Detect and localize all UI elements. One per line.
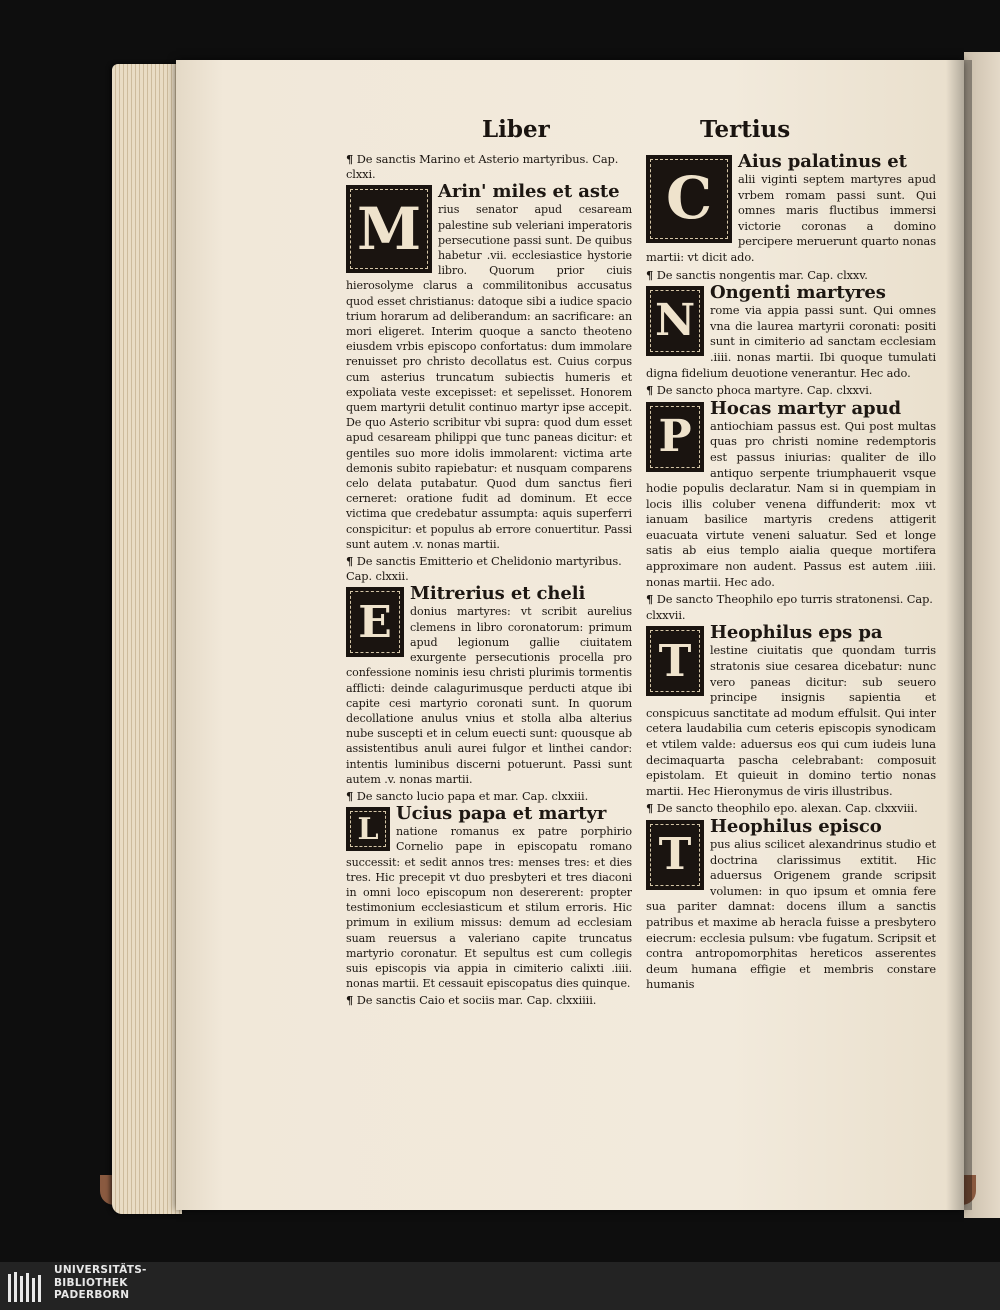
chapter-number: Cap. clxxvii. [646, 592, 933, 622]
chapter-entry [346, 152, 632, 552]
opening-words: Ongenti martyres [710, 282, 886, 304]
chapter-entry [346, 554, 632, 787]
body-text: donius martyres: vt scribit aurelius clemens in libro coronatorum: primum apud legionum gallie ciuitatem exurgente persecutionis procella pro confessione nominis iesu christi plurimis tormentis afflicti: deinde calagurimusque perducti atque ibi capite cesi martyrio coronati sunt. In quorum decollatione anulus vnius et stolla alba alterius nube suscepti et in celum euecti sunt: quousque ab assistentibus anuli aurei fulgor et linthei candor: intentis luminibus discerni potuerunt. Passi sunt autem .v. nonas martii. [346, 605, 632, 786]
library-logo-icon [6, 1270, 46, 1304]
chapter-number: Cap. clxxvi. [806, 383, 873, 398]
left-column [346, 150, 632, 1009]
right-column [646, 150, 936, 993]
pilcrow-icon: ¶ [346, 554, 354, 569]
body-text: antiochiam passus est. Qui post multas quas pro christi nomine redemptoris est passus iniurias: qualiter de illo antiquo serpente triumphauerit vsque hodie populis declaratur. Nam si in quempiam in locis illis coluber venena diffunderit: mox vt ianuam basilice martyris credens attigerit euacuata virtute veneni saluatur. Sed et longe satis ab eius templo aialia queque mortifera approximare non audent. Passus est autem .iiii. nonas martii. Hec ado. [646, 418, 936, 589]
pilcrow-icon: ¶ [346, 788, 354, 803]
chapter-heading: ¶ De sancto lucio papa et mar. Cap. clxxiii. [346, 788, 589, 803]
running-head-left: Liber [482, 116, 550, 143]
body-text: rius senator apud cesaream palestine sub veleriani imperatoris persecutione passi sunt. De quibus habetur .vii. ecclesiastice hystorie libro. Quorum prior ciuis hierosolyme clarus a commilitonibus accusatus quod esset christianus: datoque sibi a iudice spacio trium horarum ad deliberandum: an sacrificare: an mori eligeret. Interim quoque a sancto theoteno eiusdem vrbis episcopo confortatus: dum immolare renuisset pro christo decollatus est. Cuius corpus cum asterius truncatum subiectis humeris et expoliata veste excepisset: et sepelisset. Honorem quem martyrii detulit continuo martyr ipse accepit. De quo Asterio scribitur vbi supra: quod dum esset apud cesaream philippi que tunc paneas dicitur: et gentiles suo more idolis immolarent: victima arte demonis subito rapiebatur: et nusquam comparens celo delata putabatur. Quod dum sanctus fieri cerneret: oratione fudit ad dominum. Et ecce victima que credebatur assumpta: aquis superferri conspicitur: et populus ab errore conuertitur. Passi sunt autem .v. nonas martii. [346, 203, 632, 551]
chapter-entry [346, 993, 632, 1008]
chapter-heading: ¶ De sanctis nongentis mar. Cap. clxxv. [646, 267, 868, 282]
chapter-entry [646, 592, 936, 799]
chapter-heading: ¶ De sancto theophilo epo. alexan. Cap. clxxviii. [646, 801, 918, 816]
chapter-number: Cap. clxxii. [346, 569, 409, 584]
body-text: pus alius scilicet alexandrinus studio et doctrina clarissimus extitit. Hic aduersus Origenem grande scripsit volumen: in quo ipsum et omnia fere sua pariter damnat: docens illum a sanctis patribus et maxime ab heracla fuisse a presbytero eiecrum: ecclesia pulsum: vbe fugatum. Scripsit et contra antropomorphitas hereticos asserentes deum humana effigie et membris constare humanis [646, 836, 936, 992]
library-footer-bar [0, 1262, 1000, 1310]
woodcut-initial: T [646, 626, 704, 696]
pilcrow-icon: ¶ [346, 993, 354, 1008]
body-text: alii viginti septem martyres apud vrbem romam passi sunt. Qui omnes maris fluctibus immersi victorie coronas a domino percipere meruerunt quarto nonas martii: vt dicit ado. [646, 172, 936, 264]
pilcrow-icon: ¶ [646, 383, 654, 398]
woodcut-initial: C [646, 155, 732, 243]
chapter-entry [646, 801, 936, 993]
chapter-number: Cap. clxxiii. [521, 788, 589, 803]
body-text: lestine ciuitatis que quondam turris stratonis siue cesarea dicebatur: nunc vero paneas dicitur: sub seuero principe insignis sapientia et conspicuus sanctitate ad modum effulsit. Qui inter cetera laudabilia cum ceteris episcopis synodicam et vtilem valde: aduersus eos qui cum iudeis luna decimaquarta pascha celebrabant: composuit epistolam. Et quieuit in domino tertio nonas martii. Hec Hieronymus de viris illustribus. [646, 643, 936, 798]
opening-words: Aius palatinus et [738, 152, 907, 172]
chapter-heading: ¶ De sancto phoca martyre. Cap. clxxvi. [646, 383, 873, 398]
pilcrow-icon: ¶ [646, 592, 654, 607]
chapter-heading: ¶ De sanctis Emitterio et Chelidonio martyribus. Cap. clxxii. [346, 554, 622, 584]
chapter-heading: ¶ De sancto Theophilo epo turris stratonensi. Cap. clxxvii. [646, 592, 933, 622]
chapter-number: Cap. clxxiiii. [526, 993, 597, 1008]
opening-words: Heophilus episco [710, 815, 882, 837]
opening-words: Ucius papa et martyr [396, 803, 607, 825]
running-head-right: Tertius [700, 116, 791, 143]
chapter-heading: ¶ De sanctis Marino et Asterio martyribus. Cap. clxxi. [346, 152, 619, 182]
opening-words: Arin' miles et aste [438, 181, 620, 203]
opening-words: Mitrerius et cheli [410, 583, 586, 605]
pilcrow-icon: ¶ [346, 152, 354, 166]
chapter-entry [646, 383, 936, 590]
pilcrow-icon: ¶ [646, 267, 654, 282]
chapter-number: Cap. clxxviii. [845, 801, 918, 816]
pilcrow-icon: ¶ [646, 801, 654, 816]
woodcut-initial: T [646, 820, 704, 890]
woodcut-initial: M [346, 185, 432, 273]
chapter-entry [346, 789, 632, 991]
page-gutter-shadow [946, 60, 972, 1210]
woodcut-initial: E [346, 587, 404, 657]
chapter-number: Cap. clxxi. [346, 152, 619, 182]
chapter-number: Cap. clxxv. [807, 267, 868, 282]
woodcut-initial: P [646, 402, 704, 472]
body-text: natione romanus ex patre porphirio Cornelio pape in episcopatu romano successit: et sedit annos tres: menses tres: et dies tres. Hic precepit vt duo presbyteri et tres diaconi in omni loco episcopum non desererent: propter testimonium ecclesiasticum et stilum erroris. Hic primum in exilium missus: demum ad ecclesiam suam reuersus a valeriano capite truncatus martyrio coronatur. Et sepultus est cum collegis suis episcopis via appia in cimiterio calixti .iiii. nonas martii. Et cessauit episcopatus dies quinque. [346, 825, 632, 991]
opening-words: Heophilus eps pa [710, 622, 883, 644]
body-text: rome via appia passi sunt. Qui omnes vna die laurea martyrii coronati: positi sunt in cimiterio ad sanctam ecclesiam .iiii. nonas martii. Ibi quoque tumulati digna fidelium deuotione venerantur. Hec ado. [646, 303, 936, 380]
woodcut-initial: L [346, 807, 390, 851]
chapter-entry [646, 152, 936, 266]
woodcut-initial: N [646, 286, 704, 356]
chapter-entry [646, 268, 936, 382]
opening-words: Hocas martyr apud [710, 397, 901, 419]
page-stack-edge [112, 64, 182, 1214]
library-logo-text: UNIVERSITÄTS- BIBLIOTHEK PADERBORN [54, 1264, 147, 1301]
chapter-heading: ¶ De sanctis Caio et sociis mar. Cap. clxxiiii. [346, 993, 597, 1008]
